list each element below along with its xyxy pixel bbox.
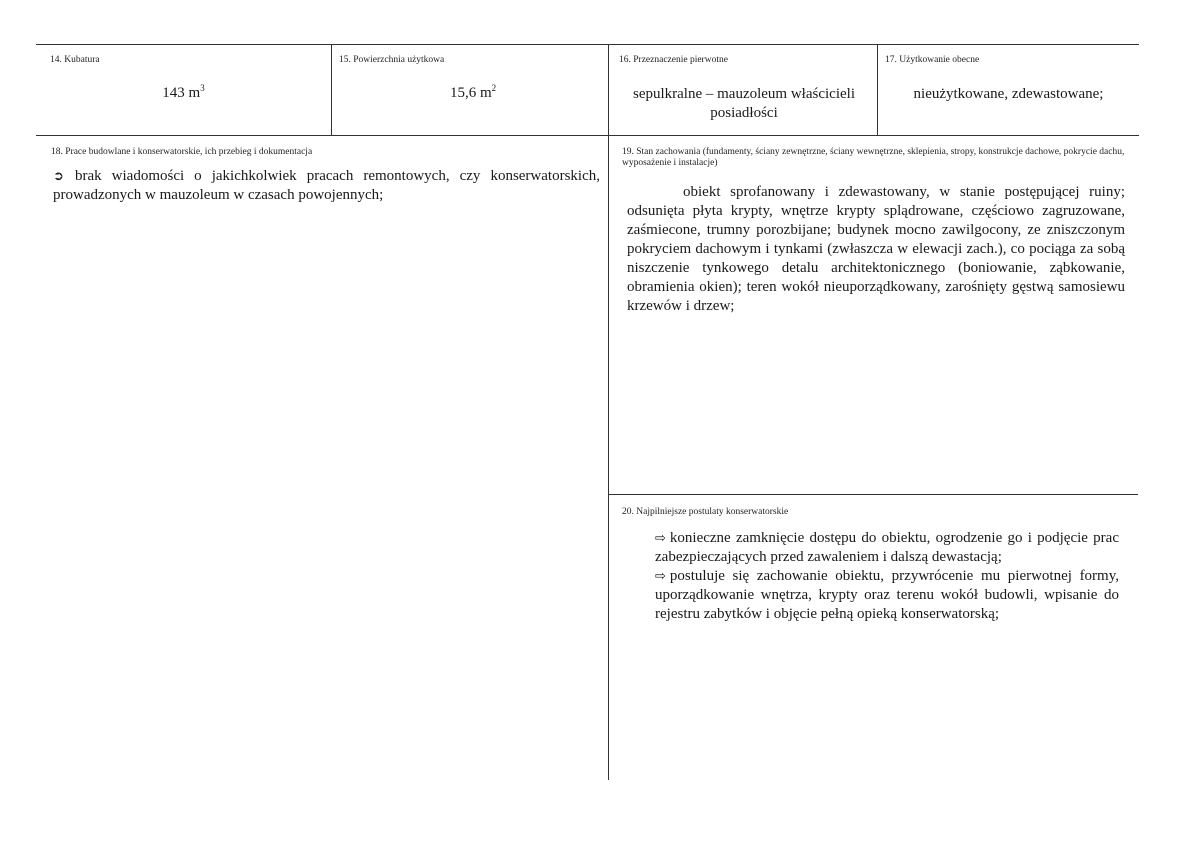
cell-kubatura (36, 44, 331, 135)
kubatura-number: 143 m (162, 85, 201, 101)
postulat-item-text: konieczne zamknięcie dostępu do obiektu, ogrodzenie go i podjęcie prac zabezpieczających przed zawaleniem i dalszą dewastacją; (655, 530, 1119, 565)
cell-prace-budowlane-label: 18. Prace budowlane i konserwatorskie, ich przebieg i dokumentacja (51, 147, 313, 157)
cell-prace-budowlane-text (53, 167, 600, 205)
postulat-item-text: postuluje się zachowanie obiektu, przywrócenie mu pierwotnej formy, uporządkowanie wnętrza, krypty oraz terenu wokół budowli, wpisanie do rejestru zabytków i objęcie pełną opieką konserwatorską; (655, 568, 1119, 622)
cell-postulaty-label: 20. Najpilniejsze postulaty konserwatorskie (622, 507, 789, 517)
kubatura-unit-exponent: 3 (200, 83, 205, 93)
postulat-item (655, 529, 1119, 567)
stan-zachowania-body: obiekt sprofanowany i zdewastowany, w stanie postępującej ruiny; odsunięta płyta krypty, wnętrze krypty splądrowane, częściowo zagruzowane, zaśmiecone, trumny porozbijane; budynek mocno zawilgocony, ze zniszczonym pokryciem dachowym i tynkami (zwłaszcza w elewacji zach.), co pociąga za sobą niszczenie tynkowego detalu architektonicznego (boniowanie, ząbkowanie, obramienia okien); teren wokół nieuporządkowany, zarośnięty gęstwą samosiewu krzewów i drzew; (627, 184, 1125, 314)
cell-powierzchnia-value (450, 84, 496, 103)
postulat-item (655, 567, 1119, 624)
cell-postulaty-list (655, 529, 1119, 624)
cell-powierzchnia-label: 15. Powierzchnia użytkowa (339, 55, 445, 65)
cell-postulaty (609, 495, 1139, 780)
cell-stan-zachowania-label: 19. Stan zachowania (fundamenty, ściany zewnętrzne, ściany wewnętrzne, sklepienia, stropy, konstrukcje dachowe, pokrycie dachu, wyposażenie i instalacje) (622, 147, 1125, 168)
cell-stan-zachowania-text (627, 183, 1125, 316)
cell-przeznaczenie-label: 16. Przeznaczenie pierwotne (619, 55, 728, 65)
cell-uzytkowanie-label: 17. Użytkowanie obecne (885, 55, 980, 65)
cell-przeznaczenie (609, 44, 877, 135)
cell-powierzchnia (332, 44, 608, 135)
powierzchnia-unit-exponent: 2 (491, 83, 497, 93)
cell-kubatura-value (36, 84, 331, 103)
cell-kubatura-label: 14. Kubatura (50, 55, 100, 65)
cell-uzytkowanie (878, 44, 1139, 135)
right-arrow-icon: ⇨ (655, 531, 666, 546)
cell-stan-zachowania (609, 136, 1139, 494)
prace-budowlane-item: brak wiadomości o jakichkolwiek pracach remontowych, czy konserwatorskich, prowadzonych w mauzoleum w czasach powojennych; (53, 168, 600, 203)
cell-uzytkowanie-value: nieużytkowane, zdewastowane; (913, 86, 1104, 102)
right-arrow-icon: ⇨ (655, 569, 666, 584)
cell-przeznaczenie-value: sepulkralne – mauzoleum właścicieli posiadłości (632, 86, 855, 121)
cell-prace-budowlane (36, 136, 608, 780)
powierzchnia-number: 15,6 m (450, 85, 492, 101)
curved-arrow-icon: ➲ (53, 169, 64, 184)
